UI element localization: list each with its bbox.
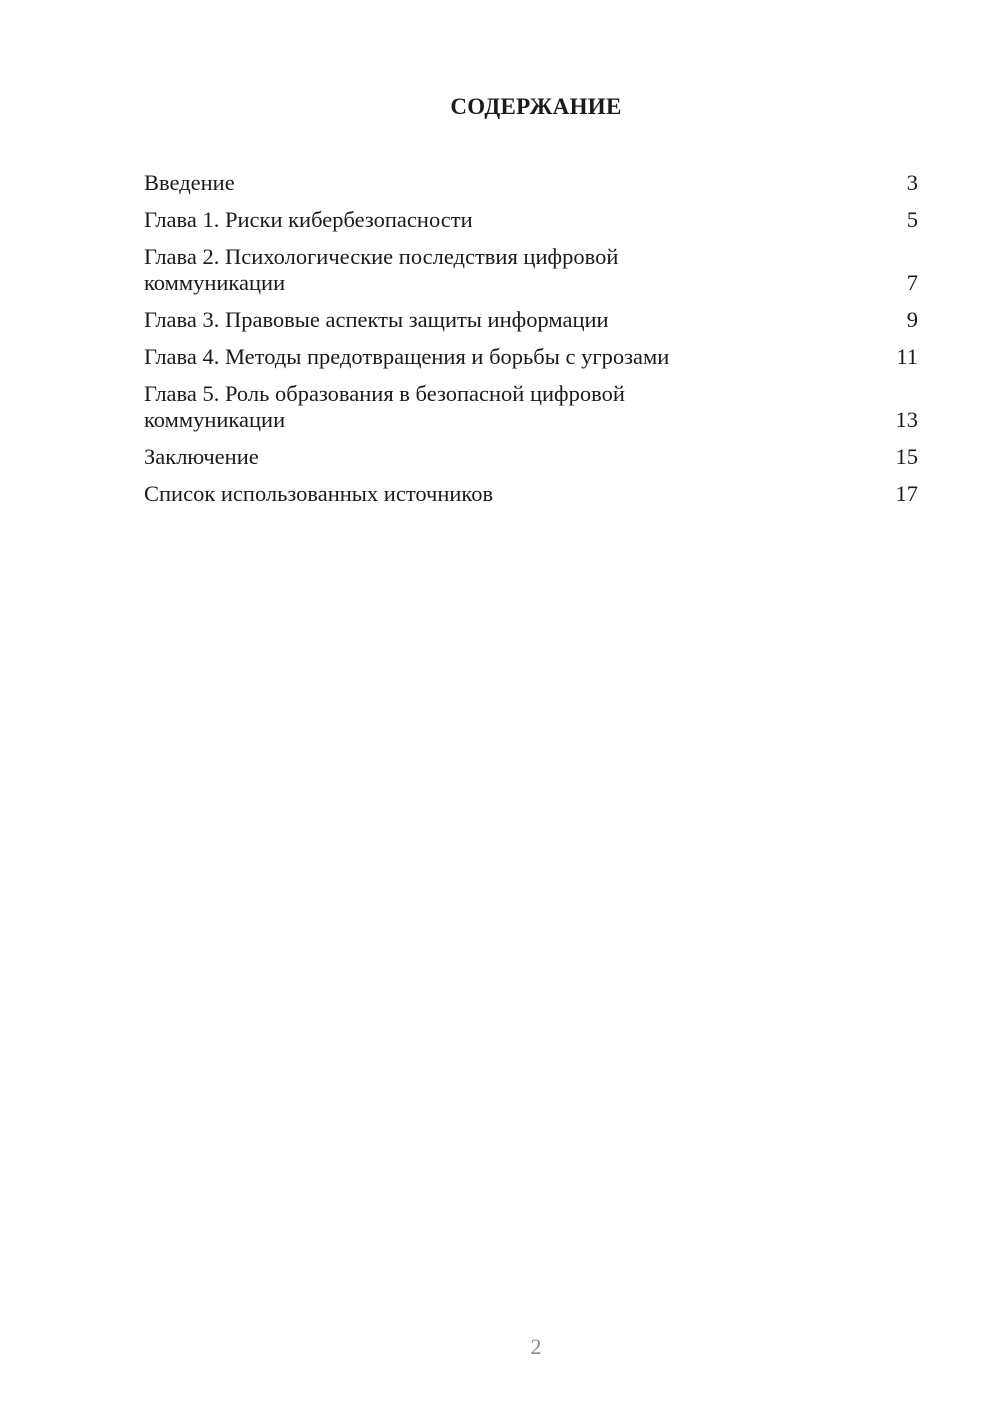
toc-entry-page: 13 <box>895 407 918 432</box>
toc-entry-page: 5 <box>906 207 918 232</box>
toc-entry-page: 9 <box>906 307 918 332</box>
toc-entry-chapter-2[interactable] <box>144 244 918 296</box>
toc-entry-text: Заключение <box>144 444 259 469</box>
toc-entry-references[interactable] <box>144 481 918 507</box>
toc-entry-chapter-3[interactable] <box>144 307 918 333</box>
toc-title: СОДЕРЖАНИЕ <box>450 94 622 119</box>
toc-entry-text: Глава 2. Психологические последствия цифровой коммуникации <box>144 244 619 295</box>
toc-entry-text: Список использованных источников <box>144 481 494 506</box>
toc-entry-page: 3 <box>906 170 918 195</box>
toc-entry-page: 17 <box>895 481 918 506</box>
toc-entry-text: Глава 4. Методы предотвращения и борьбы с угрозами <box>144 344 670 369</box>
toc-entry-text: Глава 5. Роль образования в безопасной цифровой коммуникации <box>144 381 625 432</box>
toc-entry-introduction[interactable] <box>144 170 918 196</box>
toc-entry-chapter-5[interactable] <box>144 381 918 433</box>
toc-entry-page: 15 <box>895 444 918 469</box>
page-number: 2 <box>530 1334 542 1359</box>
toc-entry-text: Глава 1. Риски кибербезопасности <box>144 207 473 232</box>
toc-entry-page: 11 <box>896 344 918 369</box>
toc-entry-text: Глава 3. Правовые аспекты защиты информации <box>144 307 609 332</box>
toc-entry-chapter-1[interactable] <box>144 207 918 233</box>
toc-entry-chapter-4[interactable] <box>144 344 918 370</box>
toc-entry-page: 7 <box>906 270 918 295</box>
table-of-contents <box>144 170 918 518</box>
toc-entry-text: Введение <box>144 170 235 195</box>
toc-entry-conclusion[interactable] <box>144 444 918 470</box>
